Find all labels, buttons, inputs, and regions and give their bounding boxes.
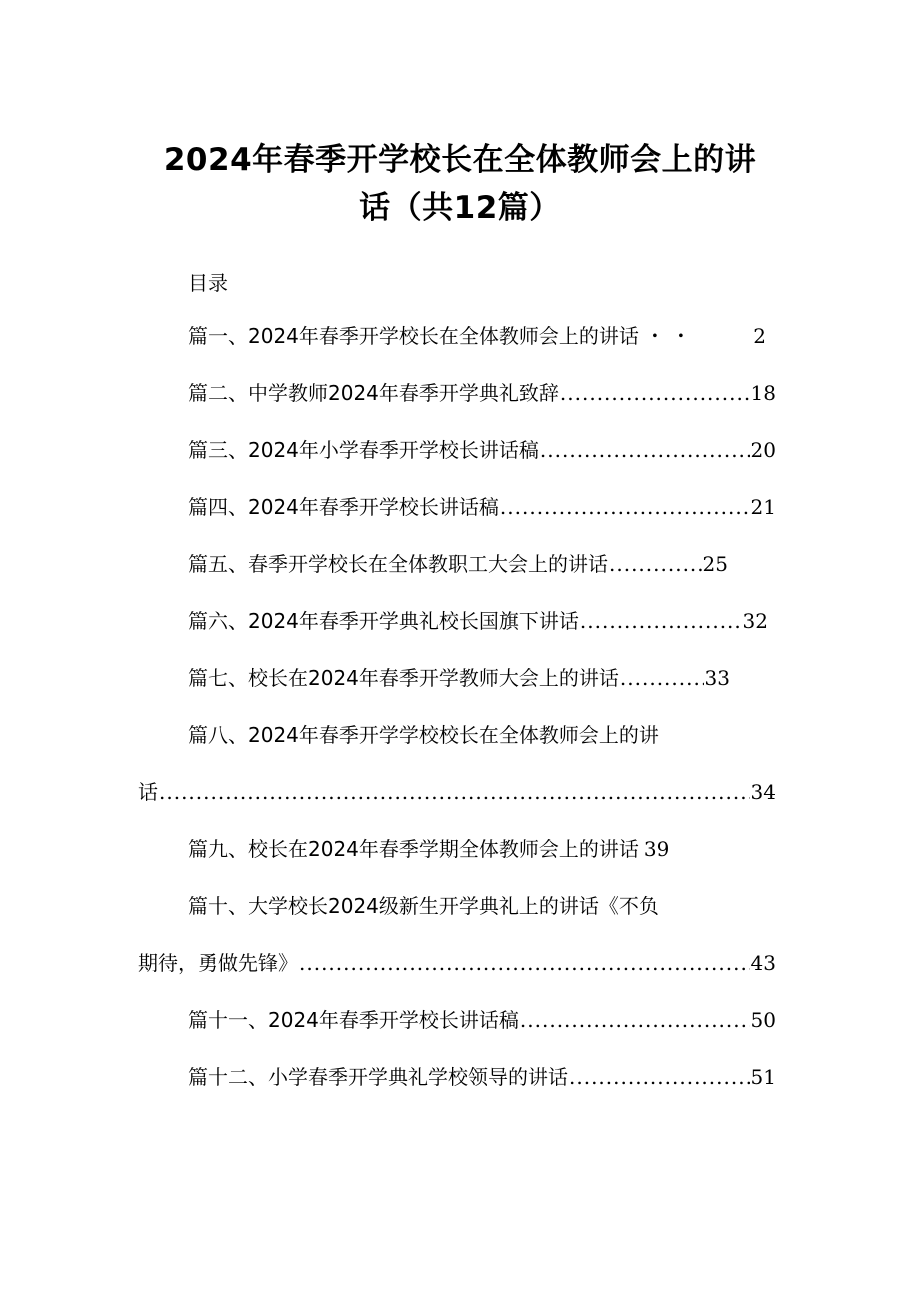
toc-entry-9[interactable] [188, 835, 669, 863]
document-title-line-2: 话（共12篇） [359, 190, 561, 226]
toc-entry-page: 34 [750, 780, 776, 804]
toc-entry-title: 篇十二、小学春季开学典礼学校领导的讲话 [188, 1065, 568, 1089]
toc-entry-title: 篇五、春季开学校长在全体教职工大会上的讲话 [188, 552, 608, 576]
document-title-line-1: 2024年春季开学校长在全体教师会上的讲 [163, 142, 757, 178]
toc-entry-title: 篇九、校长在2024年春季学期全体教师会上的讲话 [188, 837, 639, 861]
toc-entry-1[interactable] [188, 322, 766, 350]
toc-entry-page: 50 [750, 1008, 776, 1032]
toc-entry-2[interactable] [188, 379, 776, 407]
toc-entry-title: 篇三、2024年小学春季开学校长讲话稿 [188, 438, 539, 462]
toc-entry-10[interactable] [138, 949, 776, 977]
toc-entry-page: 21 [750, 495, 776, 519]
toc-entry-leader [560, 379, 750, 407]
toc-entry-leader [299, 949, 750, 977]
toc-entry-leader [500, 493, 750, 521]
toc-entry-page: 33 [704, 666, 730, 690]
toc-entry-page: 25 [702, 552, 728, 576]
toc-entry-7[interactable] [188, 664, 730, 692]
toc-entry-10-line-1[interactable]: 篇十、大学校长2024级新生开学典礼上的讲话《不负 [188, 894, 659, 918]
toc-entry-12[interactable] [188, 1063, 776, 1091]
toc-entry-page: 18 [750, 381, 776, 405]
toc-entry-3[interactable] [188, 436, 776, 464]
toc-entry-title: 篇十一、2024年春季开学校长讲话稿 [188, 1008, 519, 1032]
toc-entry-title: 篇七、校长在2024年春季开学教师大会上的讲话 [188, 666, 619, 690]
toc-entry-leader [540, 436, 750, 464]
toc-entry-8-line-1[interactable]: 篇八、2024年春季开学学校校长在全体教师会上的讲 [188, 723, 659, 747]
toc-entry-title: 篇四、2024年春季开学校长讲话稿 [188, 495, 499, 519]
toc-entry-leader [159, 778, 750, 806]
toc-entry-page: 2 [753, 324, 766, 348]
toc-entry-title: 期待，勇做先锋》 [138, 951, 298, 975]
toc-entry-leader [520, 1006, 750, 1034]
toc-entry-6[interactable] [188, 607, 768, 635]
toc-entry-title: 篇二、中学教师2024年春季开学典礼致辞 [188, 381, 559, 405]
toc-entry-page: 51 [750, 1065, 776, 1089]
toc-entry-title: 篇一、2024年春季开学校长在全体教师会上的讲话 [188, 324, 639, 348]
toc-entry-leader: ・・ [644, 324, 697, 348]
toc-entry-leader [620, 664, 704, 692]
toc-entry-title: 话 [138, 780, 158, 804]
toc-entry-page: 20 [750, 438, 776, 462]
toc-entry-4[interactable] [188, 493, 776, 521]
toc-entry-leader [569, 1063, 750, 1091]
toc-entry-leader [580, 607, 742, 635]
toc-entry-5[interactable] [188, 550, 728, 578]
toc-entry-page: 32 [742, 609, 768, 633]
toc-entry-title: 篇六、2024年春季开学典礼校长国旗下讲话 [188, 609, 579, 633]
toc-heading: 目录 [188, 271, 228, 295]
toc-entry-page: 39 [643, 837, 670, 861]
toc-entry-11[interactable] [188, 1006, 776, 1034]
toc-entry-8[interactable] [138, 778, 776, 806]
toc-entry-leader [609, 550, 702, 578]
toc-entry-page: 43 [750, 951, 776, 975]
